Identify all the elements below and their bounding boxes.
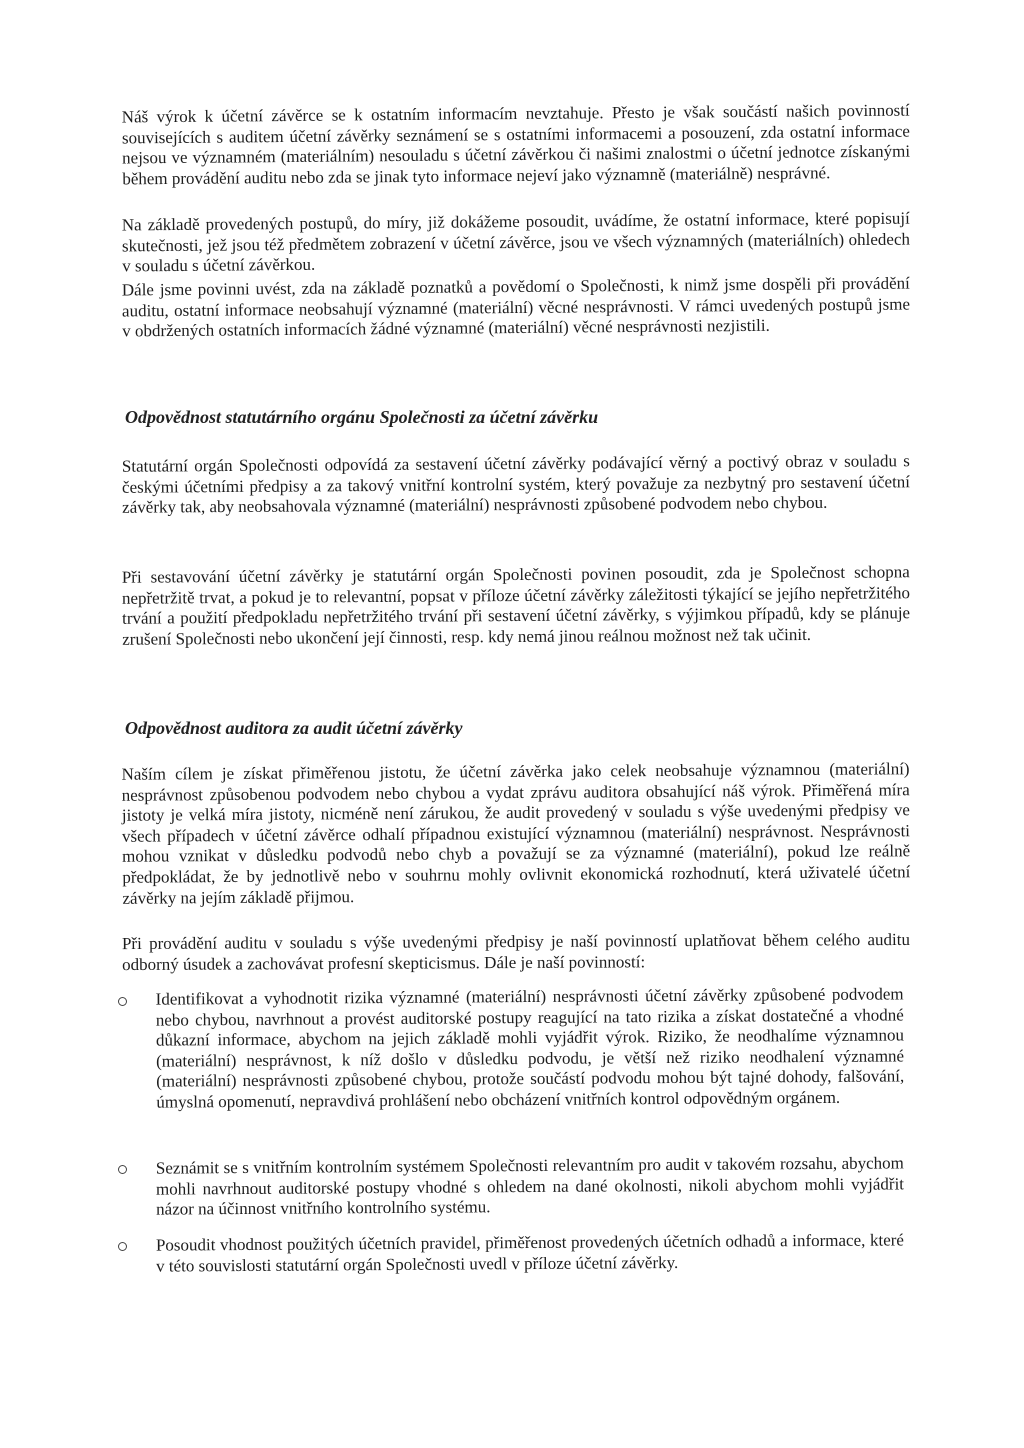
paragraph-going-concern: Při sestavování účetní závěrky je statutární orgán Společnosti povinen posoudit, zda je Společnost schopna nepřetržitě trvat, a pokud je to relevantní, popsat v příloze účetní závěrky záležitosti týkající se jejího nepřetržitého trvání a použití předpokladu nepřetržitého trvání při sestavení účetní závěrky, s výjimkou případů, kdy se plánuje zrušení Společnosti nebo ukončení její činnosti, resp. kdy nemá jinou reálnou možnost než tak učinit. bbox=[121, 562, 911, 649]
list-item: Posoudit vhodnost použitých účetních pravidel, přiměřenost provedených účetních odhadů a informace, které v této souvislosti statutární orgán Společnosti uvedl v příloze účetní závěrky. bbox=[155, 1230, 904, 1276]
bullet-icon bbox=[118, 1165, 127, 1174]
heading-auditor-responsibility: Odpovědnost auditora za audit účetní závěrky bbox=[125, 718, 463, 738]
paragraph-other-information-misstatement: Dále jsme povinni uvést, zda na základě poznatků a povědomí o Společnosti, k nimž jsme dospěli při provádění auditu, ostatní informace neobsahují významné (materiální) věcné nesprávnosti. V rámci uvedených postupů jsme v obdržených ostatních informacích žádné významné (materiální) věcné nesprávnosti nezjistili. bbox=[121, 273, 911, 341]
bullet-icon bbox=[118, 1242, 127, 1251]
paragraph-professional-judgement: Při provádění auditu v souladu s výše uvedenými předpisy je naší povinností uplatňovat během celého auditu odborný úsudek a zachovávat profesní skepticismus. Dále je naší povinností: bbox=[121, 929, 910, 974]
bullet-icon bbox=[118, 997, 127, 1006]
paragraph-other-information-opinion: Náš výrok k účetní závěrce se k ostatním informacím nevztahuje. Přesto je však součástí našich povinností souvisejících s auditem účetní závěrky seznámení se s ostatními informacemi a posouzení, zda ostatní informace nejsou ve významném (materiálním) nesouladu s účetní závěrkou či našimi znalostmi o účetní jednotce získanými během provádění auditu nebo zda se jinak tyto informace nejeví jako významně (materiálně) nesprávné. bbox=[121, 100, 911, 189]
list-item: Seznámit se s vnitřním kontrolním systémem Společnosti relevantním pro audit v takovém rozsahu, abychom mohli navrhnout auditorské postupy vhodné s ohledem na dané okolnosti, nikoli abychom mohli vyjádřit názor na účinnost vnitřního kontrolního systému. bbox=[155, 1153, 905, 1219]
heading-management-responsibility: Odpovědnost statutárního orgánu Společnosti za účetní závěrku bbox=[125, 407, 599, 427]
paragraph-audit-objective: Naším cílem je získat přiměřenou jistotu, že účetní závěrka jako celek neobsahuje významnou (materiální) nesprávnost způsobenou podvodem nebo chybou a vydat zprávu auditora obsahující náš výrok. Přiměřená míra jistoty je velká míra jistoty, nicméně není zárukou, že audit provedený v souladu s výše uvedenými předpisy ve všech případech v účetní závěrce odhalí případnou existující významnou (materiální) nesprávnost. Nesprávnosti mohou vznikat v důsledku podvodů nebo chyb a považují se za významné (materiální), pokud lze reálně předpokládat, že by jednotlivě nebo v souhrnu mohly ovlivnit ekonomická rozhodnutí, která uživatelé účetní závěrky na jejím základě přijmou. bbox=[121, 759, 911, 908]
paragraph-other-information-consistency: Na základě provedených postupů, do míry, již dokážeme posoudit, uvádíme, že ostatní informace, které popisují skutečnosti, jež jsou též předmětem zobrazení v účetní závěrce, jsou ve všech významných (materiálních) ohledech v souladu s účetní závěrkou. bbox=[121, 208, 911, 276]
paragraph-management-responsibility: Statutární orgán Společnosti odpovídá za sestavení účetní závěrky podávající věrný a poctivý obraz v souladu s českými účetními předpisy a za takový vnitřní kontrolní systém, který považuje za nezbytný pro sestavení účetní závěrky tak, aby neobsahovala významné (materiální) nesprávnosti způsobené podvodem nebo chybou. bbox=[121, 451, 911, 517]
list-item: Identifikovat a vyhodnotit rizika významné (materiální) nesprávnosti účetní závěrky způsobené podvodem nebo chybou, navrhnout a provést auditorské postupy reagující na tato rizika a získat dostatečné a vhodné důkazní informace, abychom na jejich základě mohli vyjádřit výrok. Riziko, že neodhalíme významnou (materiální) nesprávnost, k níž došlo v důsledku podvodu, je větší než riziko neodhalení významné (materiální) nesprávnosti způsobené chybou, protože součástí podvodu mohou být tajné dohody, falšování, úmyslná opomenutí, nepravdivá prohlášení nebo obcházení vnitřních kontrol odpovědným orgánem. bbox=[155, 984, 905, 1112]
